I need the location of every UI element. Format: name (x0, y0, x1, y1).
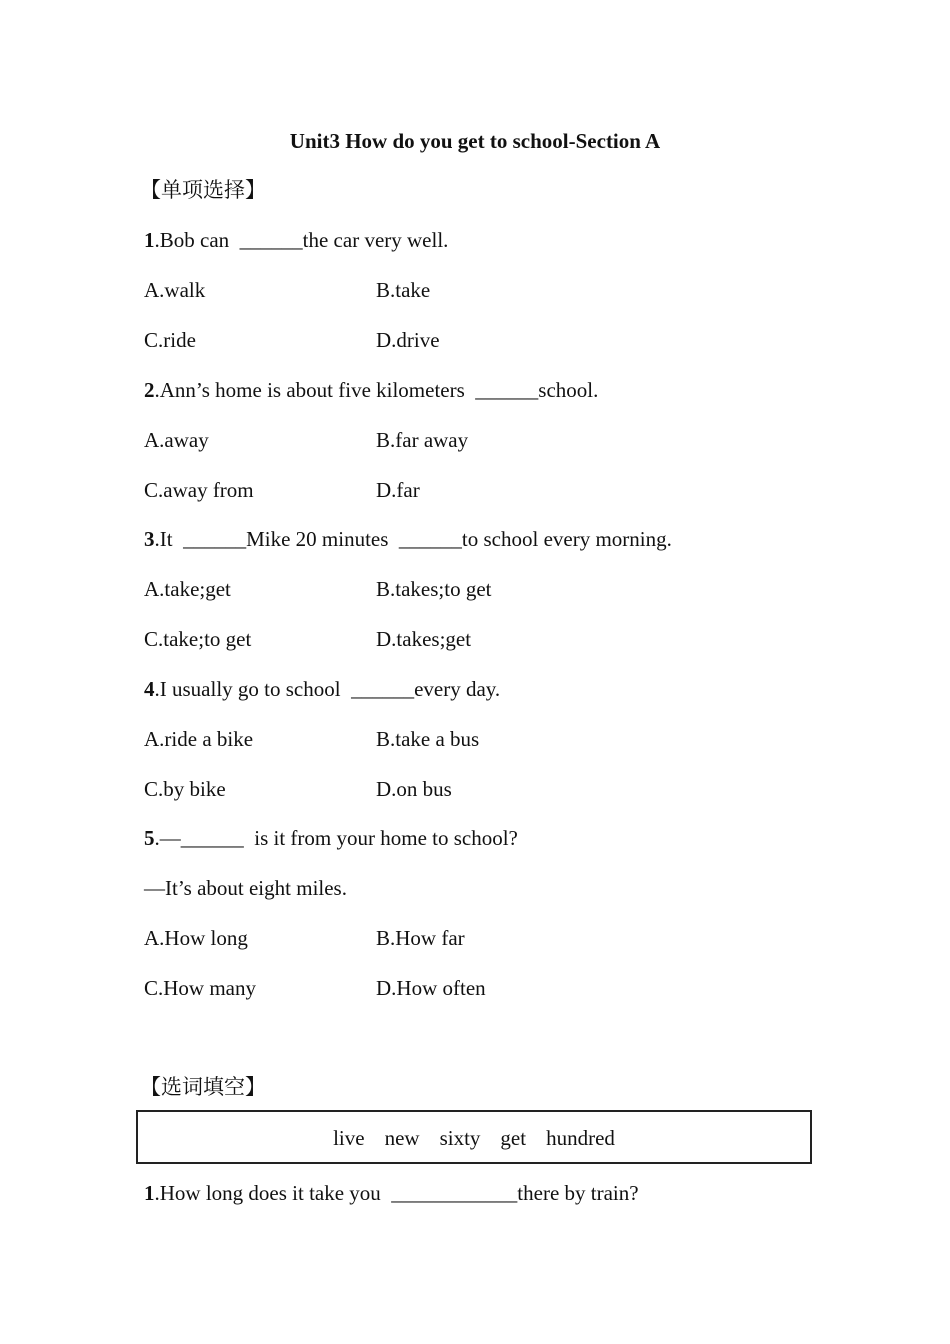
question-5-option-d: D.How often (376, 976, 486, 1000)
question-4-option-b: B.take a bus (376, 727, 480, 751)
question-number: 1 (144, 228, 155, 252)
question-number: 3 (144, 527, 155, 551)
question-5-option-c: C.How many (144, 976, 256, 1000)
word-bank-item: new (384, 1126, 420, 1150)
question-5-option-a: A.How long (144, 926, 248, 950)
word-bank (333, 1124, 615, 1152)
question-number: 4 (144, 677, 155, 701)
question-text: .—______ is it from your home to school? (154, 826, 518, 850)
question-text: .Bob can ______the car very well. (154, 228, 449, 252)
question-4-option-a: A.ride a bike (144, 727, 254, 751)
question-1-option-c: C.ride (144, 328, 196, 352)
question-3-option-a: A.take;get (144, 577, 231, 601)
question-1-option-d: D.drive (376, 328, 440, 352)
question-5-stem (144, 823, 518, 853)
question-2-stem (144, 375, 598, 405)
question-number: 1 (144, 1181, 155, 1205)
question-text: .I usually go to school ______every day. (154, 677, 501, 701)
question-text: .Ann’s home is about five kilometers ______school. (154, 378, 599, 402)
question-4-stem (144, 674, 500, 704)
word-bank-item: live (333, 1126, 365, 1150)
question-2-option-c: C.away from (144, 478, 254, 502)
word-bank-item: get (500, 1126, 527, 1150)
question-number: 5 (144, 826, 155, 850)
question-2-option-d: D.far (376, 478, 420, 502)
question-2-option-a: A.away (144, 428, 209, 452)
question-3-stem (144, 524, 672, 554)
word-bank-item: sixty (439, 1126, 481, 1150)
question-4-option-d: D.on bus (376, 777, 452, 801)
word-bank-box (136, 1110, 812, 1164)
question-1-option-b: B.take (376, 278, 431, 302)
question-5-answer-line: —It’s about eight miles. (144, 876, 347, 900)
section-heading-word-fill: 【选词填空】 (140, 1075, 266, 1099)
question-3-option-c: C.take;to get (144, 627, 252, 651)
question-text: .It ______Mike 20 minutes ______to school every morning. (154, 527, 672, 551)
question-5-option-b: B.How far (376, 926, 465, 950)
word-bank-item: hundred (546, 1126, 615, 1150)
question-1-option-a: A.walk (144, 278, 206, 302)
fill-question-1-stem (144, 1178, 639, 1208)
question-2-option-b: B.far away (376, 428, 469, 452)
question-1-stem (144, 225, 448, 255)
question-number: 2 (144, 378, 155, 402)
page-title: Unit3 How do you get to school-Section A (289, 129, 661, 153)
question-text: .How long does it take you ____________there by train? (154, 1181, 639, 1205)
question-4-option-c: C.by bike (144, 777, 226, 801)
section-heading-multiple-choice: 【单项选择】 (140, 178, 266, 202)
question-3-option-b: B.takes;to get (376, 577, 492, 601)
question-3-option-d: D.takes;get (376, 627, 472, 651)
